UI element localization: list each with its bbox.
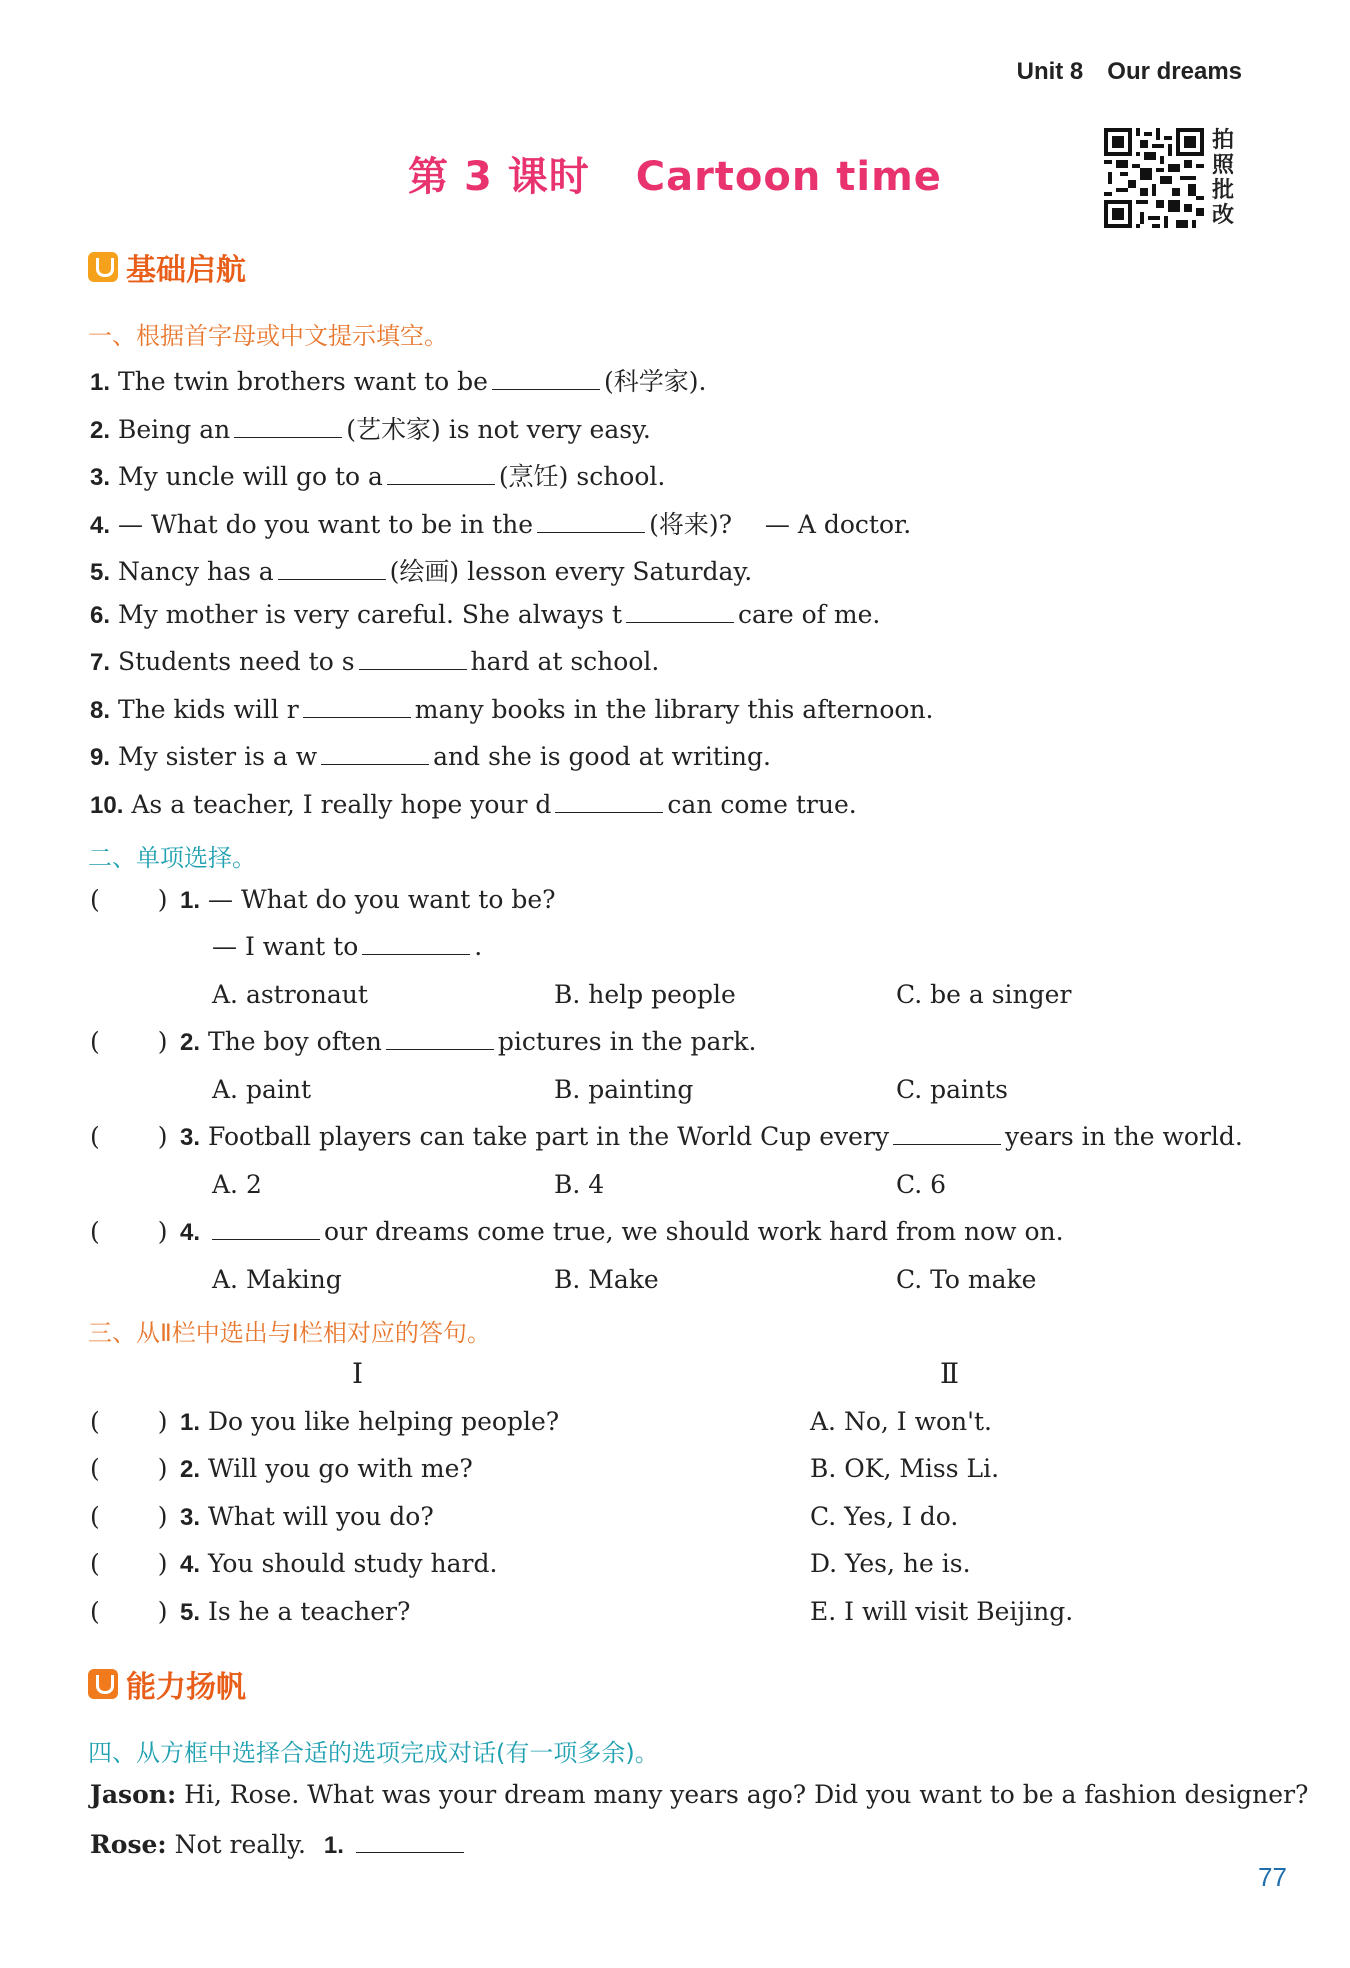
fill-item-1: 1. The twin brothers want to be (科学家). [90, 367, 707, 396]
column-1-label: Ⅰ [352, 1357, 364, 1390]
answer-blank[interactable] [212, 1238, 320, 1240]
answer-blank[interactable] [303, 716, 411, 718]
part3-heading: 三、从Ⅱ栏中选出与Ⅰ栏相对应的答句。 [88, 1319, 491, 1347]
choice-q3: ( ) 3. Football players can take part in the World Cup every years in the world. [90, 1122, 1243, 1151]
fill-item-7: 7. Students need to s hard at school. [90, 647, 660, 676]
choice-q4-option-c[interactable]: C. To make [896, 1265, 1037, 1294]
choice-q3-option-a[interactable]: A. 2 [212, 1170, 262, 1199]
choice-q4-option-a[interactable]: A. Making [212, 1265, 342, 1294]
match-question-1: ( ) 1. Do you like helping people? [90, 1407, 560, 1436]
part1-heading: 一、根据首字母或中文提示填空。 [88, 322, 448, 350]
fill-item-8: 8. The kids will r many books in the library this afternoon. [90, 695, 934, 724]
section-badge-ability: 能力扬帆 [88, 1662, 246, 1706]
choice-q3-option-b[interactable]: B. 4 [554, 1170, 605, 1199]
sail-icon [88, 1669, 118, 1699]
fill-item-4: 4. — What do you want to be in the (将来)? — A doctor. [90, 510, 912, 539]
match-question-5: ( ) 5. Is he a teacher? [90, 1597, 411, 1626]
lesson-name: Cartoon time [635, 154, 942, 200]
fill-item-3: 3. My uncle will go to a (烹饪) school. [90, 462, 666, 491]
anchor-icon [88, 252, 118, 282]
choice-q1-option-a[interactable]: A. astronaut [212, 980, 368, 1009]
choice-q2-option-a[interactable]: A. paint [212, 1075, 311, 1104]
column-2-label: Ⅱ [940, 1357, 960, 1390]
answer-blank[interactable] [234, 436, 342, 438]
answer-blank[interactable] [537, 531, 645, 533]
dialogue-line-1: Jason: Hi, Rose. What was your dream many years ago? Did you want to be a fashion designer? [90, 1780, 1309, 1809]
answer-blank[interactable] [356, 1851, 464, 1853]
match-answer-b: B. OK, Miss Li. [810, 1454, 1000, 1483]
choice-q1-line2: — I want to . [212, 932, 483, 961]
answer-blank[interactable] [555, 811, 663, 813]
choice-q1-option-c[interactable]: C. be a singer [896, 980, 1072, 1009]
lesson-number: 第 3 课时 [408, 154, 590, 200]
choice-q4-option-b[interactable]: B. Make [554, 1265, 659, 1294]
match-question-2: ( ) 2. Will you go with me? [90, 1454, 473, 1483]
fill-item-10: 10. As a teacher, I really hope your d can come true. [90, 790, 857, 819]
fill-item-2: 2. Being an (艺术家) is not very easy. [90, 415, 651, 444]
answer-blank[interactable] [386, 1048, 494, 1050]
choice-q3-option-c[interactable]: C. 6 [896, 1170, 947, 1199]
answer-blank[interactable] [626, 621, 734, 623]
part4-heading: 四、从方框中选择合适的选项完成对话(有一项多余)。 [88, 1739, 659, 1767]
match-answer-e: E. I will visit Beijing. [810, 1597, 1074, 1626]
answer-blank[interactable] [492, 388, 600, 390]
answer-blank[interactable] [278, 578, 386, 580]
choice-q4: ( ) 4. our dreams come true, we should work hard from now on. [90, 1217, 1064, 1246]
match-answer-c: C. Yes, I do. [810, 1502, 959, 1531]
unit-header [1017, 58, 1242, 86]
match-question-3: ( ) 3. What will you do? [90, 1502, 434, 1531]
choice-q1: ( ) 1. — What do you want to be? [90, 885, 556, 914]
choice-q2-option-b[interactable]: B. painting [554, 1075, 694, 1104]
section-badge-basic: 基础启航 [88, 245, 246, 289]
unit-topic: Our dreams [1107, 58, 1242, 85]
fill-item-9: 9. My sister is a w and she is good at writing. [90, 742, 771, 771]
answer-blank[interactable] [387, 483, 495, 485]
part2-heading: 二、单项选择。 [88, 844, 256, 872]
choice-q2-option-c[interactable]: C. paints [896, 1075, 1009, 1104]
qr-caption: 拍 照 批 改 [1212, 128, 1235, 228]
unit-label: Unit 8 [1016, 58, 1084, 85]
match-question-4: ( ) 4. You should study hard. [90, 1549, 498, 1578]
choice-q2: ( ) 2. The boy often pictures in the park. [90, 1027, 757, 1056]
match-answer-d: D. Yes, he is. [810, 1549, 971, 1578]
match-answer-a: A. No, I won't. [810, 1407, 993, 1436]
answer-blank[interactable] [321, 763, 429, 765]
page-number: 77 [1258, 1862, 1287, 1892]
answer-blank[interactable] [893, 1143, 1001, 1145]
answer-blank[interactable] [362, 953, 470, 955]
choice-q1-option-b[interactable]: B. help people [554, 980, 736, 1009]
fill-item-6: 6. My mother is very careful. She always t care of me. [90, 600, 881, 629]
fill-item-5: 5. Nancy has a (绘画) lesson every Saturday. [90, 557, 753, 586]
answer-blank[interactable] [359, 668, 467, 670]
qr-code-icon[interactable] [1104, 128, 1204, 228]
dialogue-line-2: Rose: Not really. 1. [90, 1830, 468, 1860]
